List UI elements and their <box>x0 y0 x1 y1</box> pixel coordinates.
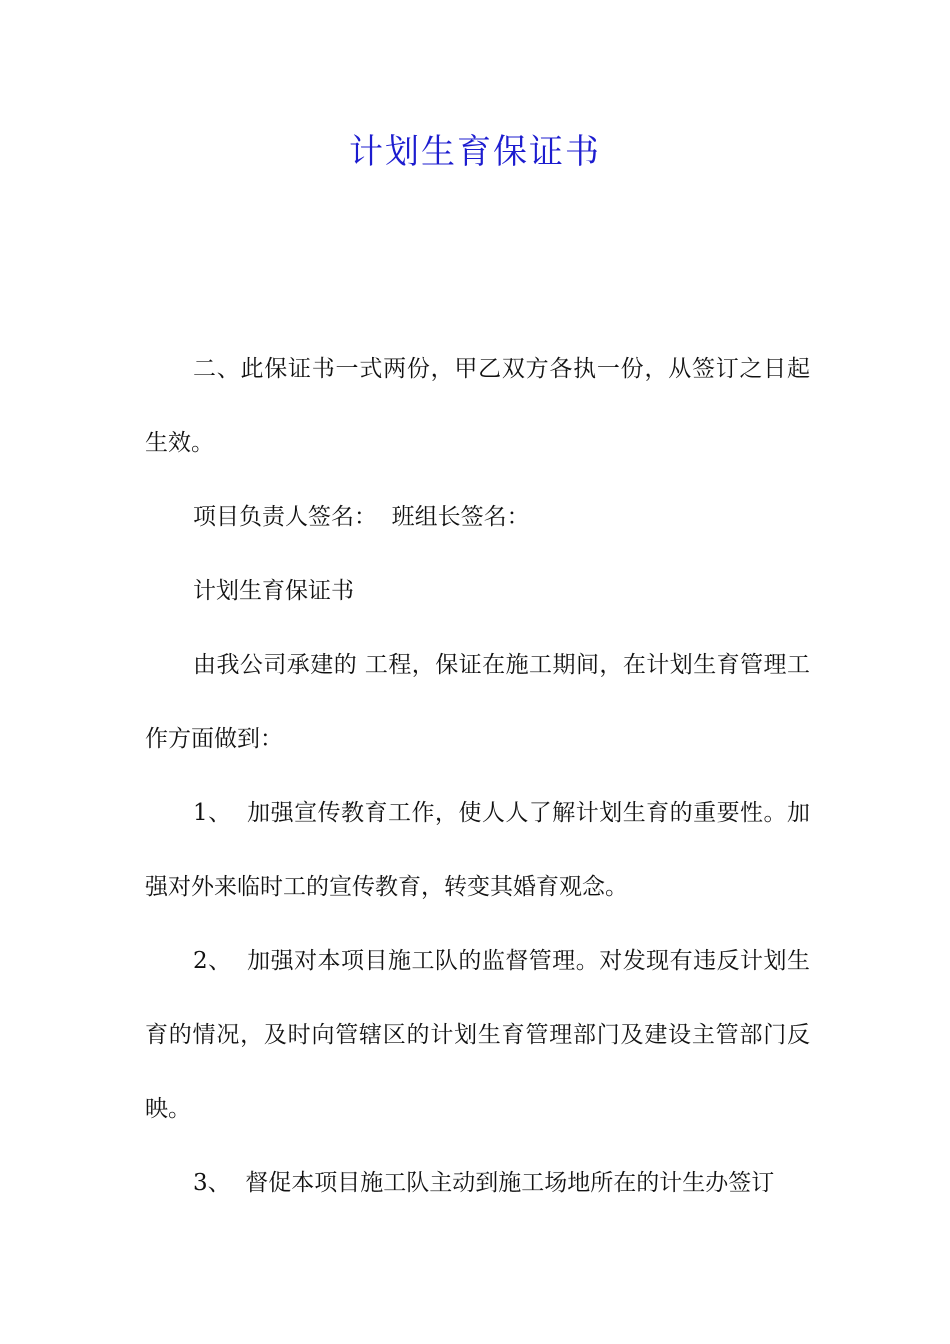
paragraph-signatures: 项目负责人签名： 班组长签名： <box>193 504 530 530</box>
paragraph-item-1: 1、 加强宣传教育工作，使人人了解计划生育的重要性。加强对外来临时工的宣传教育，转变其婚育观念。 <box>145 800 810 900</box>
paragraph-item-3: 3、 督促本项目施工队主动到施工场地所在的计生办签订 <box>193 1170 775 1196</box>
document-title: 计划生育保证书 <box>349 132 601 172</box>
document-body <box>145 332 810 1220</box>
paragraph-intro: 由我公司承建的 工程，保证在施工期间，在计划生育管理工作方面做到： <box>145 652 810 752</box>
paragraph-subtitle: 计划生育保证书 <box>193 578 354 604</box>
paragraph-copies-effective: 二、此保证书一式两份，甲乙双方各执一份，从签订之日起生效。 <box>145 356 810 456</box>
paragraph-item-2: 2、 加强对本项目施工队的监督管理。对发现有违反计划生育的情况，及时向管辖区的计划生育管理部门及建设主管部门反映。 <box>145 948 810 1122</box>
